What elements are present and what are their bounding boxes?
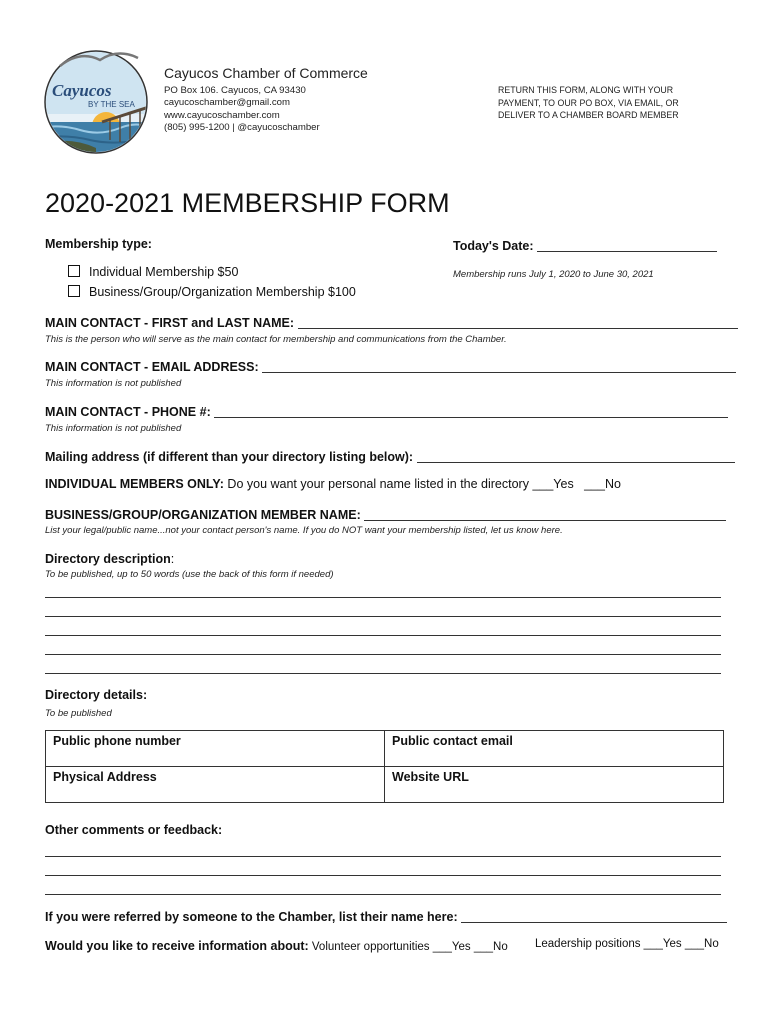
main-contact-email-field[interactable]: [262, 360, 736, 373]
leadership-option: Leadership positions ___Yes ___No: [535, 938, 719, 950]
main-contact-name-label: MAIN CONTACT - FIRST and LAST NAME:: [45, 316, 298, 330]
referred-label: If you were referred by someone to the Chamber, list their name here:: [45, 910, 462, 924]
logo-wordmark: Cayucos: [52, 81, 112, 100]
org-phone-social: (805) 995-1200 | @cayucoschamber: [164, 122, 320, 133]
membership-type-label: Membership type:: [45, 237, 152, 251]
business-name-label: BUSINESS/GROUP/ORGANIZATION MEMBER NAME:: [45, 508, 365, 522]
individual-members-label: INDIVIDUAL MEMBERS ONLY:: [45, 477, 224, 491]
logo-tagline: BY THE SEA: [88, 100, 135, 109]
website-url-label: Website URL: [392, 770, 469, 784]
form-title: 2020-2021 MEMBERSHIP FORM: [45, 188, 450, 218]
directory-description-line[interactable]: [45, 673, 721, 674]
comments-line[interactable]: [45, 875, 721, 876]
other-comments-label: Other comments or feedback:: [45, 823, 223, 837]
main-contact-email-label: MAIN CONTACT - EMAIL ADDRESS:: [45, 360, 263, 374]
todays-date-row: [453, 237, 717, 255]
directory-description-colon: :: [170, 552, 175, 566]
org-address: PO Box 106. Cayucos, CA 93430: [164, 85, 306, 96]
comments-line[interactable]: [45, 894, 721, 895]
main-contact-phone-field[interactable]: [214, 405, 728, 418]
individual-members-question: Do you want your personal name listed in the directory ___Yes ___No: [223, 477, 621, 491]
physical-address-label: Physical Address: [53, 770, 157, 784]
directory-description-note: To be published, up to 50 words (use the back of this form if needed): [45, 569, 334, 580]
membership-period-note: Membership runs July 1, 2020 to June 30, 2021: [453, 269, 654, 280]
directory-details-note: To be published: [45, 708, 112, 719]
referred-field[interactable]: [461, 910, 727, 923]
business-membership-checkbox[interactable]: [68, 285, 80, 297]
receive-info-label: Would you like to receive information about:: [45, 939, 309, 953]
main-contact-name-field[interactable]: [298, 316, 738, 329]
public-phone-label: Public phone number: [53, 734, 181, 748]
main-contact-email-row: [45, 358, 736, 376]
main-contact-phone-note: This information is not published: [45, 423, 182, 434]
main-contact-name-note: This is the person who will serve as the main contact for membership and communications from the Chamber.: [45, 334, 507, 345]
chamber-logo: [40, 44, 152, 156]
business-name-note: List your legal/public name...not your contact person's name. If you do NOT want your membership listed, let us know here.: [45, 525, 563, 536]
directory-details-table: [45, 730, 724, 803]
org-name: Cayucos Chamber of Commerce: [164, 65, 368, 81]
org-email: cayucoschamber@gmail.com: [164, 97, 290, 108]
directory-description-line[interactable]: [45, 635, 721, 636]
physical-address-cell[interactable]: [46, 767, 385, 803]
public-email-label: Public contact email: [392, 734, 513, 748]
main-contact-name-row: [45, 314, 738, 332]
main-contact-phone-label: MAIN CONTACT - PHONE #:: [45, 405, 215, 419]
mailing-address-label: Mailing address (if different than your directory listing below):: [45, 450, 417, 464]
mailing-address-row: [45, 448, 735, 466]
individual-membership-label: Individual Membership $50: [89, 265, 239, 279]
directory-description-label: Directory description: [45, 552, 171, 566]
referred-row: [45, 908, 727, 926]
business-name-field[interactable]: [364, 508, 726, 521]
website-url-cell[interactable]: [385, 767, 724, 803]
todays-date-label: Today's Date:: [453, 239, 538, 253]
directory-details-label: Directory details:: [45, 688, 148, 702]
directory-description-line[interactable]: [45, 616, 721, 617]
option-business-row: [68, 285, 356, 299]
receive-info-row: [45, 937, 508, 955]
individual-members-row: [45, 477, 621, 491]
main-contact-phone-row: [45, 403, 728, 421]
directory-description-line[interactable]: [45, 597, 721, 598]
directory-description-heading: [45, 550, 174, 568]
comments-line[interactable]: [45, 856, 721, 857]
return-instructions: RETURN THIS FORM, ALONG WITH YOUR PAYMENT, TO OUR PO BOX, VIA EMAIL, OR DELIVER TO A CHAMBER BOARD MEMBER: [498, 85, 679, 120]
main-contact-email-note: This information is not published: [45, 378, 182, 389]
business-name-row: [45, 506, 726, 524]
public-phone-cell[interactable]: [46, 731, 385, 767]
individual-membership-checkbox[interactable]: [68, 265, 80, 277]
todays-date-field[interactable]: [537, 239, 717, 252]
mailing-address-field[interactable]: [417, 450, 735, 463]
option-individual-row: [68, 265, 238, 279]
volunteer-option: Volunteer opportunities ___Yes ___No: [308, 941, 508, 953]
business-membership-label: Business/Group/Organization Membership $100: [89, 285, 356, 299]
org-website: www.cayucoschamber.com: [164, 110, 280, 121]
directory-description-line[interactable]: [45, 654, 721, 655]
public-email-cell[interactable]: [385, 731, 724, 767]
